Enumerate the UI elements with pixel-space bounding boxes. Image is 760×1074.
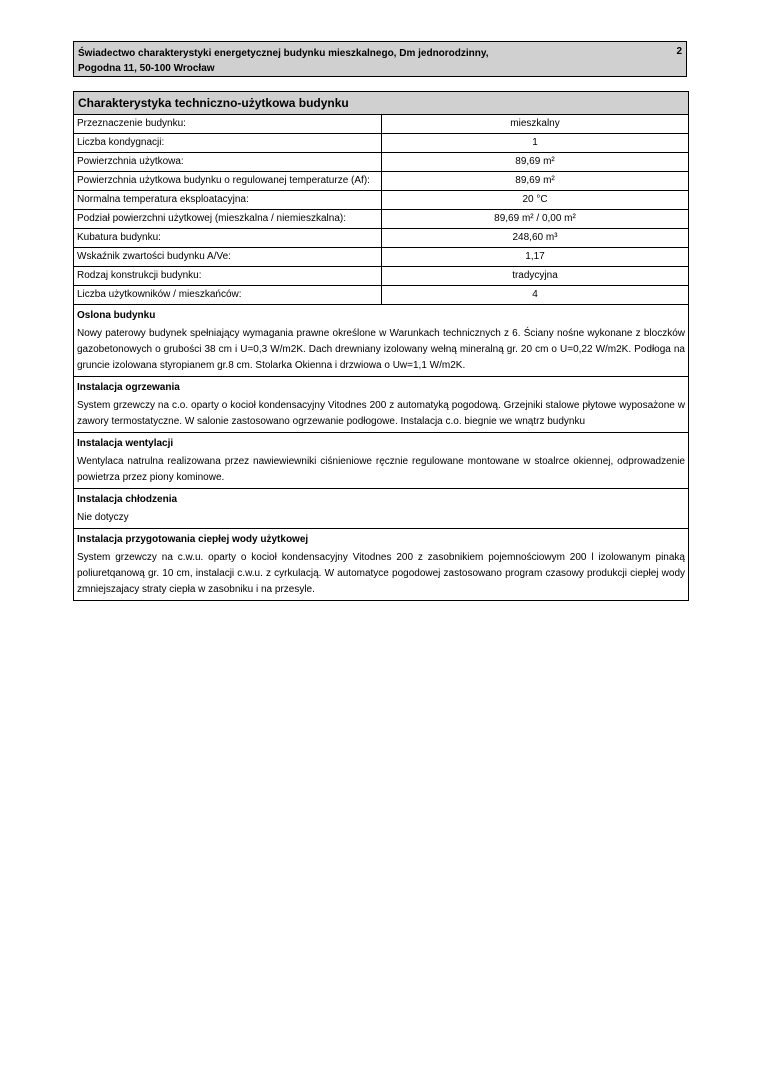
row-value: 4 [382,286,689,305]
header-title [78,46,638,76]
section-text-row [74,397,689,433]
table-row [74,172,689,191]
section-title-row [74,433,689,454]
table-title-row [74,92,689,115]
section-title-cooling: Instalacja chłodzenia [74,489,689,510]
table-row [74,286,689,305]
section-title-row [74,305,689,326]
section-text-heating: System grzewczy na c.o. oparty o kocioł kondensacyjny Vitodnes 200 z automatyką pogodową. Grzejniki stalowe płytowe wyposażone w zawory termostatyczne. W salonie zastosowano ogrzewanie podłogowe. Instalacja c.o. biegnie we wnątrz budynku [74,397,689,433]
row-label: Podział powierzchni użytkowej (mieszkalna / niemieszkalna): [74,210,382,229]
building-characteristics-table [73,91,689,601]
table-row [74,153,689,172]
row-label: Powierzchnia użytkowa budynku o regulowanej temperaturze (Af): [74,172,382,191]
row-value: 89,69 m² [382,172,689,191]
row-label: Liczba użytkowników / mieszkańców: [74,286,382,305]
row-value: tradycyjna [382,267,689,286]
section-text-row [74,453,689,489]
row-value: 248,60 m³ [382,229,689,248]
table-row [74,229,689,248]
table-row [74,210,689,229]
row-value: 20 °C [382,191,689,210]
row-value: mieszkalny [382,115,689,134]
row-value: 1 [382,134,689,153]
section-title-row [74,529,689,550]
table-title: Charakterystyka techniczno-użytkowa budynku [74,92,689,115]
row-value: 89,69 m² [382,153,689,172]
section-text-cooling: Nie dotyczy [74,509,689,529]
section-text-hot-water: System grzewczy na c.w.u. oparty o kocioł kondensacyjny Vitodnes 200 z zasobnikiem pojemnościowym 200 l izolowanym pinaką poliuretqanową gr. 10 cm, instalacji c.w.u. z cyrkulacją. W automatyce pogodowej zastosowano program czasowy produkcji ciepłej wody zmniejszajacy straty ciepła w zasobniku i na przesyle. [74,549,689,601]
row-label: Kubatura budynku: [74,229,382,248]
section-title-envelope: Oslona budynku [74,305,689,326]
row-value: 89,69 m² / 0,00 m² [382,210,689,229]
section-title-ventilation: Instalacja wentylacji [74,433,689,454]
table-row [74,134,689,153]
header-title-line1: Świadectwo charakterystyki energetycznej budynku mieszkalnego, Dm jednorodzinny, [78,48,489,59]
page-number: 2 [676,46,682,57]
row-label: Przeznaczenie budynku: [74,115,382,134]
table-row [74,267,689,286]
table-row [74,248,689,267]
section-text-row [74,509,689,529]
section-text-envelope: Nowy paterowy budynek spełniający wymagania prawne określone w Warunkach technicznych z 6. Ściany nośne wykonane z bloczków gazobetonowych o grubości 38 cm i U=0,3 W/m2K. Dach drewniany izolowany wełną mineralną gr. 20 cm o U=0,22 W/m2K. Podłoga na gruncie izolowana styropianem gr.8 cm. Stolarka Okienna i drzwiowa o Uw=1,1 W/m2K. [74,325,689,377]
header-title-line2: Pogodna 11, 50-100 Wrocław [78,63,215,74]
table-row [74,115,689,134]
row-label: Wskaźnik zwartości budynku A/Ve: [74,248,382,267]
section-title-row [74,489,689,510]
section-text-ventilation: Wentylaca natrulna realizowana przez nawiewiewniki ciśnieniowe ręcznie regulowane montowane w stoalrce okiennej, odprowadzenie powietrza przez piony kominowe. [74,453,689,489]
row-label: Powierzchnia użytkowa: [74,153,382,172]
row-label: Liczba kondygnacji: [74,134,382,153]
section-title-row [74,377,689,398]
row-label: Normalna temperatura eksploatacyjna: [74,191,382,210]
section-text-row [74,325,689,377]
section-title-hot-water: Instalacja przygotowania ciepłej wody użytkowej [74,529,689,550]
document-header [73,41,687,77]
table-row [74,191,689,210]
row-value: 1,17 [382,248,689,267]
section-text-row [74,549,689,601]
row-label: Rodzaj konstrukcji budynku: [74,267,382,286]
section-title-heating: Instalacja ogrzewania [74,377,689,398]
